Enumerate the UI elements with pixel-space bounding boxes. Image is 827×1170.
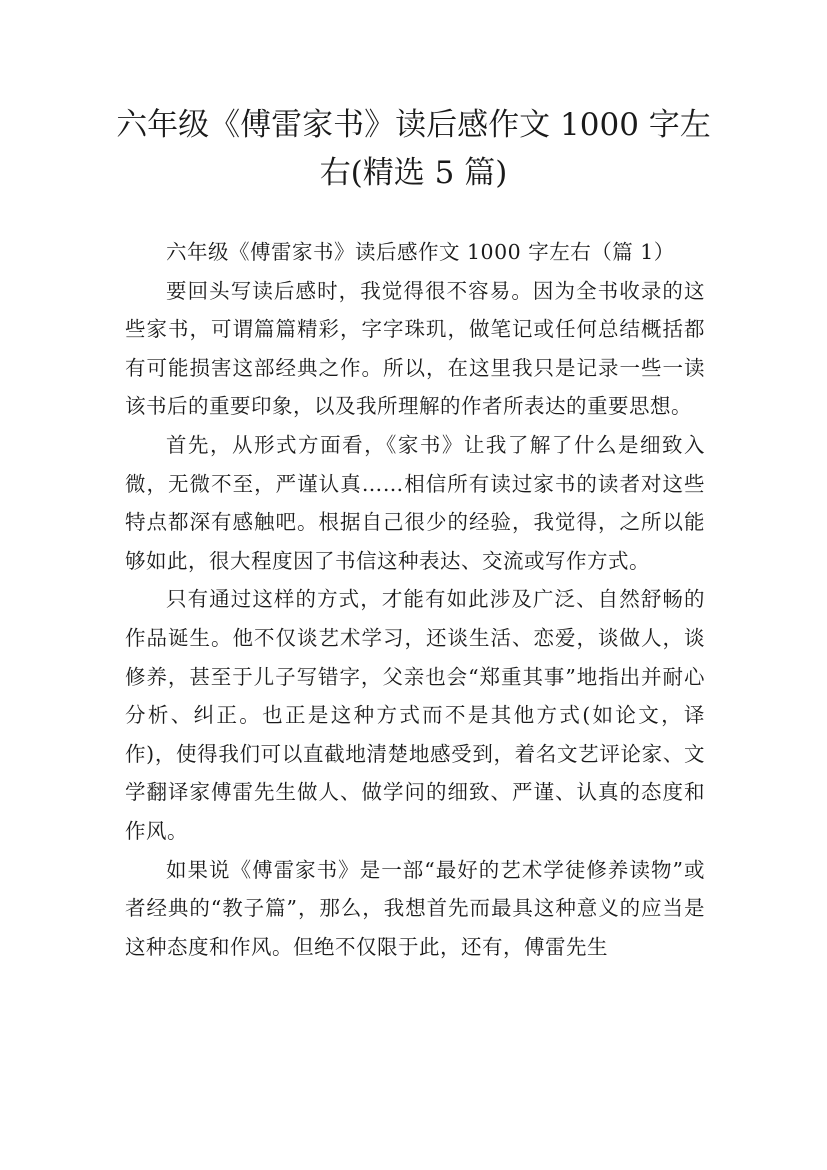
paragraph-4: 如果说《傅雷家书》是一部“最好的艺术学徒修养读物”或者经典的“教子篇”，那么，我想首先而最具这种意义的应当是这种态度和作风。但绝不仅限于此，还有，傅雷先生 bbox=[125, 857, 705, 959]
document-title-line-2: 右(精选 5 篇) bbox=[319, 155, 508, 191]
section-heading: 六年级《傅雷家书》读后感作文 1000 字左右（篇 1） bbox=[166, 240, 675, 264]
document-title-line-1: 六年级《傅雷家书》读后感作文 1000 字左 bbox=[116, 107, 711, 143]
paragraph-3: 只有通过这样的方式，才能有如此涉及广泛、自然舒畅的作品诞生。他不仅谈艺术学习，还谈生活、恋爱，谈做人，谈修养，甚至于儿子写错字，父亲也会“郑重其事”地指出并耐心分析、纠正。也正是这种方式而不是其他方式(如论文，译作)，使得我们可以直截地清楚地感受到，着名文艺评论家、文学翻译家傅雷先生做人、做学问的细致、严谨、认真的态度和作风。 bbox=[125, 587, 705, 843]
paragraph-1: 要回头写读后感时，我觉得很不容易。因为全书收录的这些家书，可谓篇篇精彩，字字珠玑，做笔记或任何总结概括都有可能损害这部经典之作。所以，在这里我只是记录一些一读该书后的重要印象，以及我所理解的作者所表达的重要思想。 bbox=[125, 278, 705, 419]
paragraph-2: 首先，从形式方面看，《家书》让我了解了什么是细致入微，无微不至，严谨认真……相信所有读过家书的读者对这些特点都深有感触吧。根据自己很少的经验，我觉得，之所以能够如此，很大程度因了书信这种表达、交流或写作方式。 bbox=[125, 432, 705, 573]
document-body bbox=[125, 233, 705, 966]
